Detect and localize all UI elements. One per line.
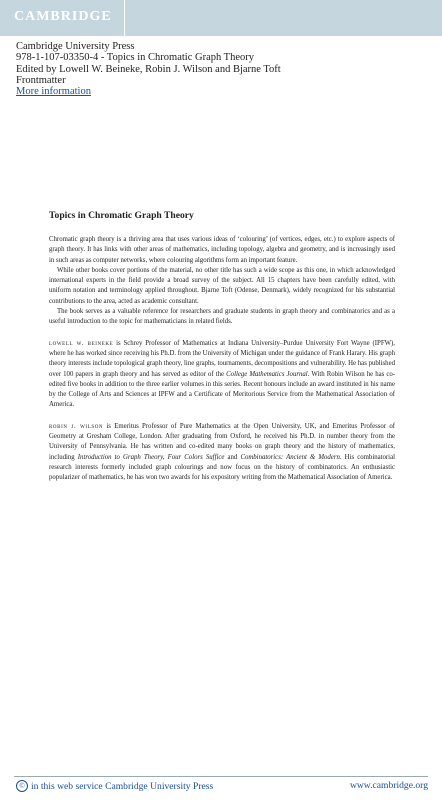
author-bio-beineke: lowell w. beineke is Schrey Professor of Mathematics at Indiana University–Purdue University Fort Wayne (IPFW), where he has worked since receiving his Ph.D. from the University of Michigan under the guidance of Frank Harary. His graph theory interests include topological graph theory, line graphs, tournaments, decompositions and vulnerability. He has published over 100 papers in graph theory and has served as editor of the College Mathematics Journal. With Robin Wilson he has co-edited five books in addition to the three earlier volumes in this series. Recent honours include an award instituted in his name by the College of Arts and Sciences at IPFW and a Certificate of Meritorious Service from the Mathematical Association of America.: [49, 339, 396, 409]
author-bio-wilson: robin j. wilson is Emeritus Professor of Pure Mathematics at the Open University, UK, and Emeritus Professor of Geometry at Gresham College, London. After graduating from Oxford, he received his Ph.D. in number theory from the University of Pennsylvania. He has written and co-edited many books on graph theory and the history of mathematics, including Introduction to Graph Theory, Four Colors Suffice and Combinatorics: Ancient & Modern. His combinatorial research interests formerly included graph colourings and now focus on the history of combinatorics. An enthusiastic popularizer of mathematics, he has won two awards for his expository writing from the Mathematical Association of America.: [49, 422, 396, 482]
more-information-link[interactable]: More information: [16, 86, 91, 98]
page-content: [49, 210, 395, 484]
footer-divider: [14, 776, 428, 777]
book-titles: Introduction to Graph Theory, Four Colors Suffice: [77, 453, 225, 461]
journal-title: College Mathematics Journal: [226, 370, 308, 378]
publisher-line: Cambridge University Press: [16, 41, 135, 52]
author-name-beineke: lowell w. beineke: [49, 339, 114, 347]
book-title-combinatorics: Combinatorics: Ancient & Modern: [240, 453, 340, 461]
section-line: Frontmatter: [16, 74, 66, 86]
footer-copyright-text: in this web service Cambridge University Press: [31, 781, 214, 792]
description-paragraph-3: The book serves as a valuable reference for researchers and graduate students in graph theory and combinatorics and as a useful introduction to the topic for mathematicians in related fields.: [49, 308, 395, 326]
isbn-title-line: 978-1-107-03350-4 - Topics in Chromatic Graph Theory: [16, 52, 254, 64]
cambridge-logo[interactable]: CAMBRIDGE: [14, 9, 112, 24]
editors-line: Edited by Lowell W. Beineke, Robin J. Wilson and Bjarne Toft: [16, 63, 281, 75]
footer-copyright[interactable]: [16, 780, 213, 792]
description-paragraph-1: Chromatic graph theory is a thriving area that uses various ideas of ‘colouring’ (of vertices, edges, etc.) to explore aspects of graph theory. It has links with other areas of mathematics, including topology, algebra and geometry, and is increasingly used in such areas as computer networks, where colouring algorithms form an important feature.: [49, 236, 395, 264]
copyright-icon: ©: [16, 780, 28, 792]
description-paragraph-2: While other books cover portions of the material, no other title has such a wide scope as this one, in which acknowledged international experts in the field provide a broad survey of the subject. All 15 chapters have been carefully edited, with uniform notation and terminology applied throughout. Bjarne Toft (Odense, Denmark), widely recognized for his substantial contributions to the area, acted as academic consultant.: [49, 266, 395, 305]
book-metadata: [16, 41, 281, 97]
header-bar: [0, 0, 442, 36]
footer-website-link[interactable]: www.cambridge.org: [349, 780, 428, 791]
header-divider: [124, 0, 125, 36]
author-name-wilson: robin j. wilson: [49, 422, 104, 430]
book-title: Topics in Chromatic Graph Theory: [49, 210, 194, 221]
